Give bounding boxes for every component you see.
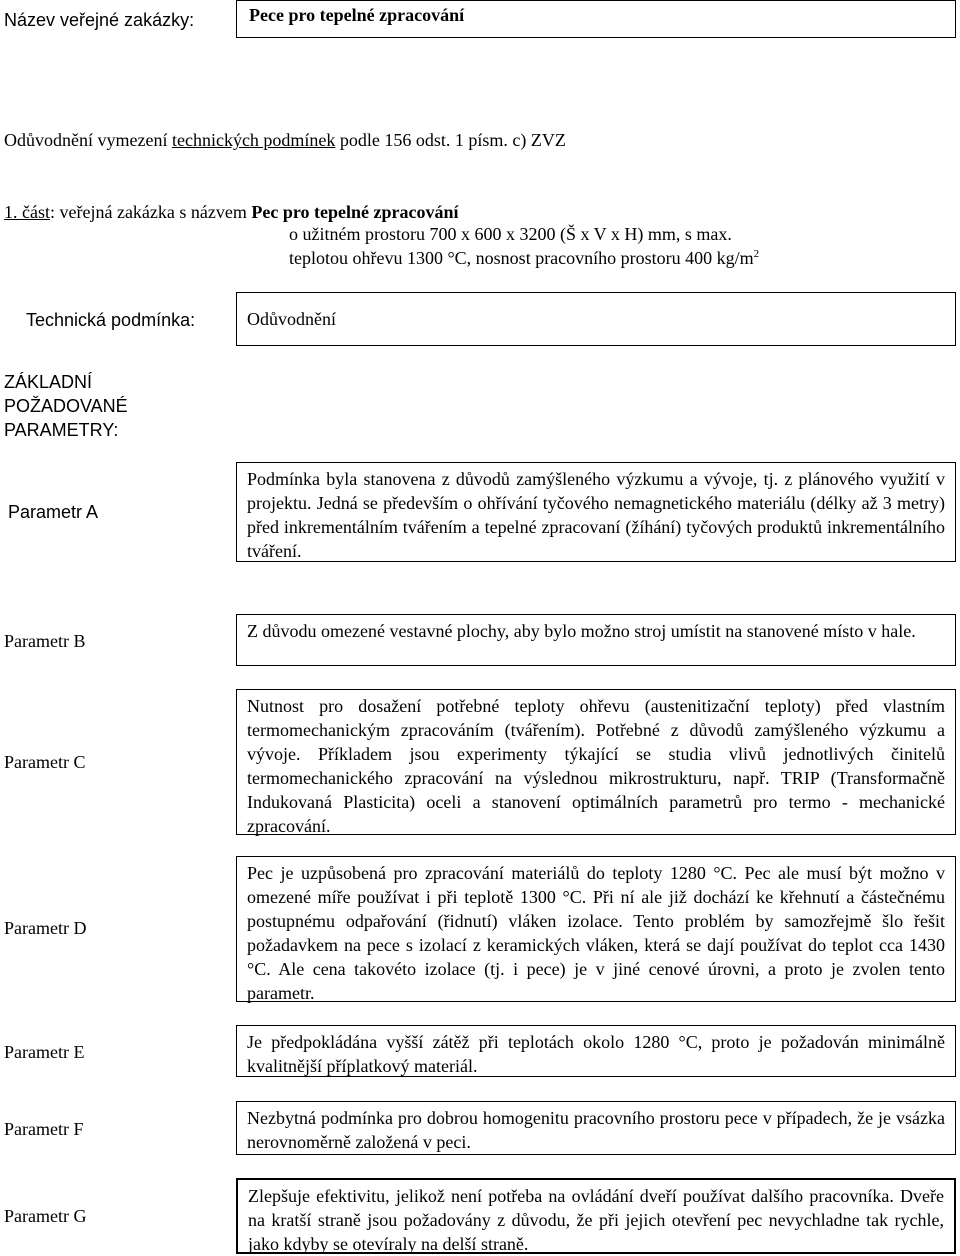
section-line-2: POŽADOVANÉ xyxy=(4,396,128,416)
parameter-a-label: Parametr A xyxy=(8,502,99,522)
justification-link: technických podmínek xyxy=(171,130,336,150)
parameter-a-justification: Podmínka byla stanovena z důvodů zamýšleného výzkumu a vývoje, tj. z plánového využití v projektu. Jedná se především o ohřívání tyčového nemagnetického materiálu (délky až 3 metry) před inkrementálním tvářením a tepelné zpracovaní (žíhání) tyčových produktů inkrementálního tváření. xyxy=(236,462,956,562)
part-intro: : veřejná zakázka s názvem xyxy=(49,202,252,222)
part-dimensions: o užitném prostoru 700 x 600 x 3200 (Š x V x H) mm, s max. xyxy=(289,224,732,244)
section-line-1: ZÁKLADNÍ xyxy=(4,372,93,392)
justification-header-box xyxy=(236,292,956,346)
parameter-e-label: Parametr E xyxy=(4,1042,85,1062)
contract-name-box xyxy=(236,0,956,38)
parameter-d-justification: Pec je uzpůsobená pro zpracování materiálů do teploty 1280 °C. Pec ale musí být možno v omezené míře používat i při teplotě 1300 °C. Při ní ale již dochází ke křehnutí a částečnému postupnému odpařování (řidnutí) vláken izolace. Tento problém by samozřejmě šlo řešit požadavkem na pece s izolací z keramických vláken, která se dají používat do teplot cca 1430 °C. Ale cena takovéto izolace (tj. i pece) je v jiné cenové úrovni, a proto je zvolen tento parametr. xyxy=(236,856,956,1002)
part-temperature-sup: 2 xyxy=(753,248,760,260)
parameter-g-label: Parametr G xyxy=(4,1206,87,1226)
parameter-c-label: Parametr C xyxy=(4,752,86,772)
part-temperature-text: teplotou ohřevu 1300 °C, nosnost pracovního prostoru 400 kg/m xyxy=(289,248,754,268)
justification-prefix: Odůvodnění vymezení xyxy=(4,130,172,150)
part-name: Pec pro tepelné zpracování xyxy=(251,202,459,222)
parameter-d-label: Parametr D xyxy=(4,918,87,938)
parameter-f-justification: Nezbytná podmínka pro dobrou homogenitu pracovního prostoru pece v případech, že je vsázka nerovnoměrně založená v peci. xyxy=(236,1101,956,1155)
part-temperature xyxy=(289,246,759,270)
parameter-f-label: Parametr F xyxy=(4,1119,84,1139)
technical-condition-label: Technická podmínka: xyxy=(26,310,196,330)
contract-name-label: Název veřejné zakázky: xyxy=(4,10,195,30)
justification-suffix: podle 156 odst. 1 písm. c) ZVZ xyxy=(335,130,566,150)
parameter-b-justification: Z důvodu omezené vestavné plochy, aby bylo možno stroj umístit na stanovené místo v hale. xyxy=(236,614,956,666)
justification-header-label: Odůvodnění xyxy=(247,309,336,329)
basic-parameters-heading xyxy=(4,370,128,442)
parameter-g-justification: Zlepšuje efektivitu, jelikož není potřeba na ovládání dveří používat dalšího pracovníka. Dveře na kratší straně jsou požadovány z důvodu, že při jejich otevření pec nevychladne tak rychle, jako kdyby se otevíraly na delší straně. xyxy=(236,1178,956,1254)
parameter-c-justification: Nutnost pro dosažení potřebné teploty ohřevu (austenitizační teploty) před vlastním termomechanickým zpracováním (tvářením). Potřebné z důvodů zamýšleného výzkumu a vývoje. Příkladem jsou experimenty týkající se studia vlivů jednotlivých činitelů termomechanického zpracování na výslednou mikrostrukturu, např. TRIP (Transformačně Indukovaná Plasticita) oceli a stanovení optimálních parametrů pro termo - mechanické zpracování. xyxy=(236,689,956,835)
part-number: 1. část xyxy=(4,202,50,222)
parameter-b-label: Parametr B xyxy=(4,631,86,651)
part-heading xyxy=(4,200,459,224)
parameter-e-justification: Je předpokládána vyšší zátěž při teplotách okolo 1280 °C, proto je požadován minimálně kvalitnější příplatkový materiál. xyxy=(236,1025,956,1077)
section-line-3: PARAMETRY: xyxy=(4,420,119,440)
contract-name-value: Pece pro tepelné zpracování xyxy=(249,5,465,25)
justification-heading xyxy=(4,128,566,152)
